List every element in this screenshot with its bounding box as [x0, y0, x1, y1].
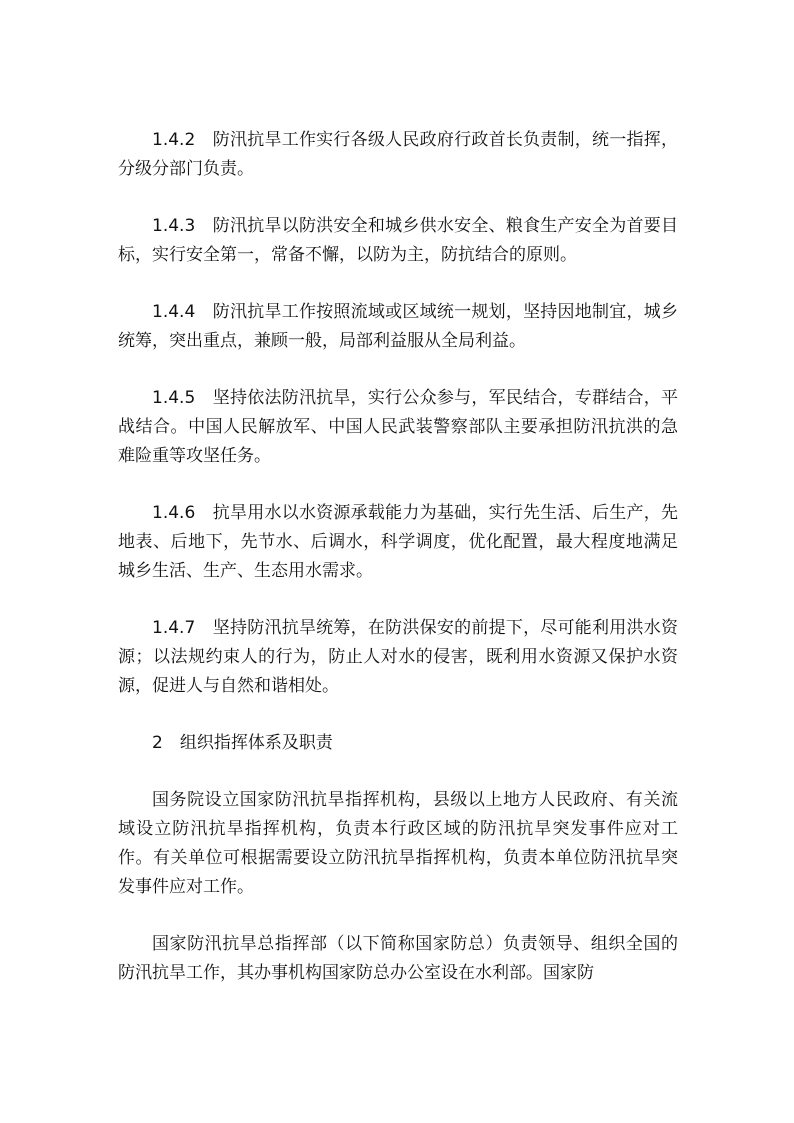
paragraph-1-4-5: 1.4.5 坚持依法防汛抗旱，实行公众参与，军民结合，专群结合，平战结合。中国人民解放军、中国人民武装警察部队主要承担防汛抗洪的急难险重等攻坚任务。: [118, 388, 678, 466]
document-body: [118, 126, 678, 1016]
paragraph-1-4-4: 1.4.4 防汛抗旱工作按照流域或区域统一规划，坚持因地制宜，城乡统筹，突出重点，兼顾一般，局部利益服从全局利益。: [118, 302, 678, 351]
paragraph-1-4-2: 1.4.2 防汛抗旱工作实行各级人民政府行政首长负责制，统一指挥，分级分部门负责。: [118, 130, 678, 179]
section-heading-2: 2 组织指挥体系及职责: [152, 733, 333, 753]
paragraph-1-4-7: 1.4.7 坚持防汛抗旱统筹，在防洪保安的前提下，尽可能利用洪水资源；以法规约束人的行为，防止人对水的侵害，既利用水资源又保护水资源，促进人与自然和谐相处。: [118, 618, 678, 696]
paragraph-1-4-3: 1.4.3 防汛抗旱以防洪安全和城乡供水安全、粮食生产安全为首要目标，实行安全第一，常备不懈，以防为主，防抗结合的原则。: [118, 216, 678, 265]
paragraph-section-2-body-2: 国家防汛抗旱总指挥部（以下简称国家防总）负责领导、组织全国的防汛抗旱工作，其办事机构国家防总办公室设在水利部。国家防: [118, 934, 678, 983]
paragraph-1-4-6: 1.4.6 抗旱用水以水资源承载能力为基础，实行先生活、后生产，先地表、后地下，先节水、后调水，科学调度，优化配置，最大程度地满足城乡生活、生产、生态用水需求。: [118, 503, 678, 581]
paragraph-section-2-body-1: 国务院设立国家防汛抗旱指挥机构，县级以上地方人民政府、有关流域设立防汛抗旱指挥机构，负责本行政区域的防汛抗旱突发事件应对工作。有关单位可根据需要设立防汛抗旱指挥机构，负责本单位防汛抗旱突发事件应对工作。: [118, 790, 678, 897]
